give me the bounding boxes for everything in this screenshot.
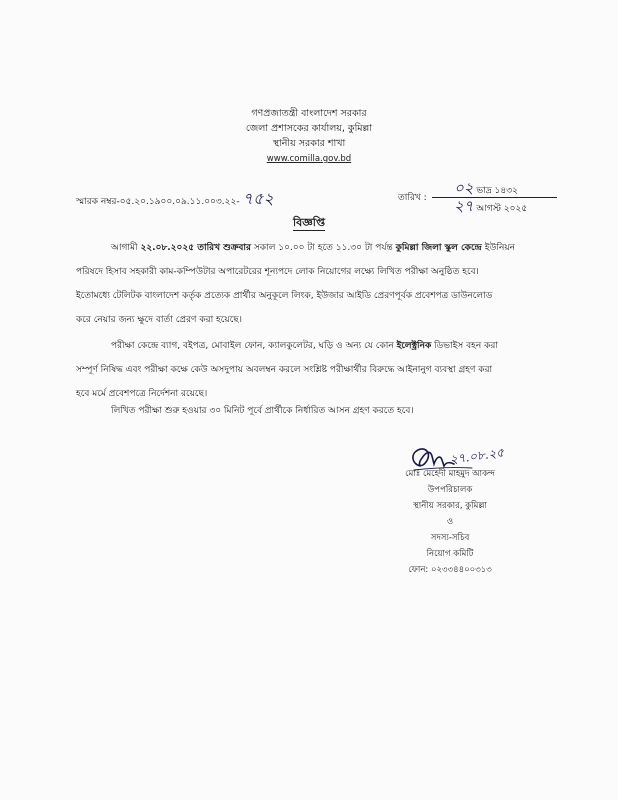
- p2-line-2: সম্পূর্ণ নিষিদ্ধ এবং পরীক্ষা কক্ষে কেউ অসদুপায় অবলম্বন করলে সংশ্লিষ্ট পরীক্ষার্থীর বিরুদ্ধে আইনানুগ ব্যবস্থা গ্রহণ করা: [76, 365, 493, 375]
- signatory-block: [360, 466, 540, 578]
- signatory-name: মোঃ মেহেদী মাহমুদ আকন্দ: [405, 469, 495, 479]
- p3-line-1: লিখিত পরীক্ষা শুরু হওয়ার ৩০ মিনিট পূর্বে প্রার্থীকে নির্ধারিত আসন গ্রহণ করতে হবে।: [111, 406, 414, 416]
- signature-date-handwritten: ২৭.০৮.২৫: [449, 445, 505, 467]
- signatory-phone: ফোন: ০২৩৩৪৪০০৩১৩: [408, 565, 492, 575]
- p2-text-a: পরীক্ষা কেন্দ্রে ব্যাগ, বইপত্র, মোবাইল ফোন, ক্যালকুলেটর, ঘড়ি ও অন্য যে কোন: [111, 341, 397, 351]
- office-name: জেলা প্রশাসকের কার্যালয়, কুমিল্লা: [245, 123, 373, 134]
- website-link[interactable]: www.comilla.gov.bd: [266, 154, 352, 164]
- memo-prefix: স্মারক নম্বর-০৫.২০.১৯০০.০৯.১১.০০৩.২২-: [76, 197, 240, 207]
- p1-exam-date: ২২.০৮.২০২৫ তারিখ শুক্রবার: [140, 243, 251, 253]
- p1-exam-venue: কুমিল্লা জিলা স্কুল কেন্দ্রে: [395, 243, 482, 253]
- english-month-year: আগস্ট ২০২৫: [476, 204, 528, 214]
- p1-text-c: সকাল ১০.০০ টা হতে ১১.৩০ টা পর্যন্ত: [251, 243, 396, 253]
- p2-electronic: ইলেক্ট্রনিক: [396, 341, 432, 351]
- p1-line-2: পরিষদে হিসাব সহকারী কাম-কম্পিউটার অপারেটরের শূন্যপদে লোক নিয়োগের লক্ষ্যে লিখিত পরীক্ষা অনুষ্ঠিত হবে।: [76, 267, 479, 277]
- english-day-handwritten: ২৭: [454, 197, 474, 215]
- p1-line-3: ইতোমধ্যে টেলিটক বাংলাদেশ কর্তৃক প্রত্যেক প্রার্থীর অনুকূলে লিংক, ইউজার আইডি প্রেরণপূর্বক প্রবেশপত্র ডাউনলোড: [76, 291, 493, 301]
- signatory-conjunction: ও: [446, 517, 454, 527]
- letterhead: [0, 106, 618, 166]
- signatory-committee: নিয়োগ কমিটি: [426, 549, 474, 559]
- bangla-month-year: ভাদ্র ১৪৩২: [476, 186, 518, 196]
- p2-line-1: [76, 334, 548, 358]
- government-name: গণপ্রজাতন্ত্রী বাংলাদেশ সরকার: [251, 108, 367, 119]
- memo-number: [76, 186, 274, 213]
- signatory-office: স্থানীয় সরকার, কুমিল্লা: [413, 501, 487, 511]
- p2-line-3: হবে মর্মে প্রবেশপত্রে নির্দেশনা রয়েছে।: [76, 389, 208, 399]
- branch-name: স্থানীয় সরকার শাখা: [272, 138, 346, 149]
- notice-title: [0, 214, 618, 233]
- p1-line-4: করে নেয়ার জন্য ক্ষুদে বার্তা প্রেরণ করা হয়েছে।: [76, 315, 242, 325]
- notice-title-text: বিজ্ঞপ্তি: [293, 216, 325, 229]
- date-label: তারিখ :: [398, 193, 427, 203]
- memo-handwritten-number: ৭৫২: [242, 189, 274, 208]
- p1-line-1: [76, 236, 548, 260]
- bangla-day-handwritten: ০২: [454, 179, 474, 197]
- paragraph-3: [76, 399, 548, 423]
- p1-text-e: ইউনিয়ন: [481, 243, 516, 253]
- paragraph-2: [76, 334, 548, 406]
- p1-text-a: আগামী: [111, 243, 141, 253]
- paragraph-1: [76, 236, 548, 332]
- p2-text-c: ডিভাইস বহন করা: [431, 341, 498, 351]
- signatory-role: সদস্য-সচিব: [430, 533, 470, 543]
- signatory-designation: উপপরিচালক: [427, 485, 473, 495]
